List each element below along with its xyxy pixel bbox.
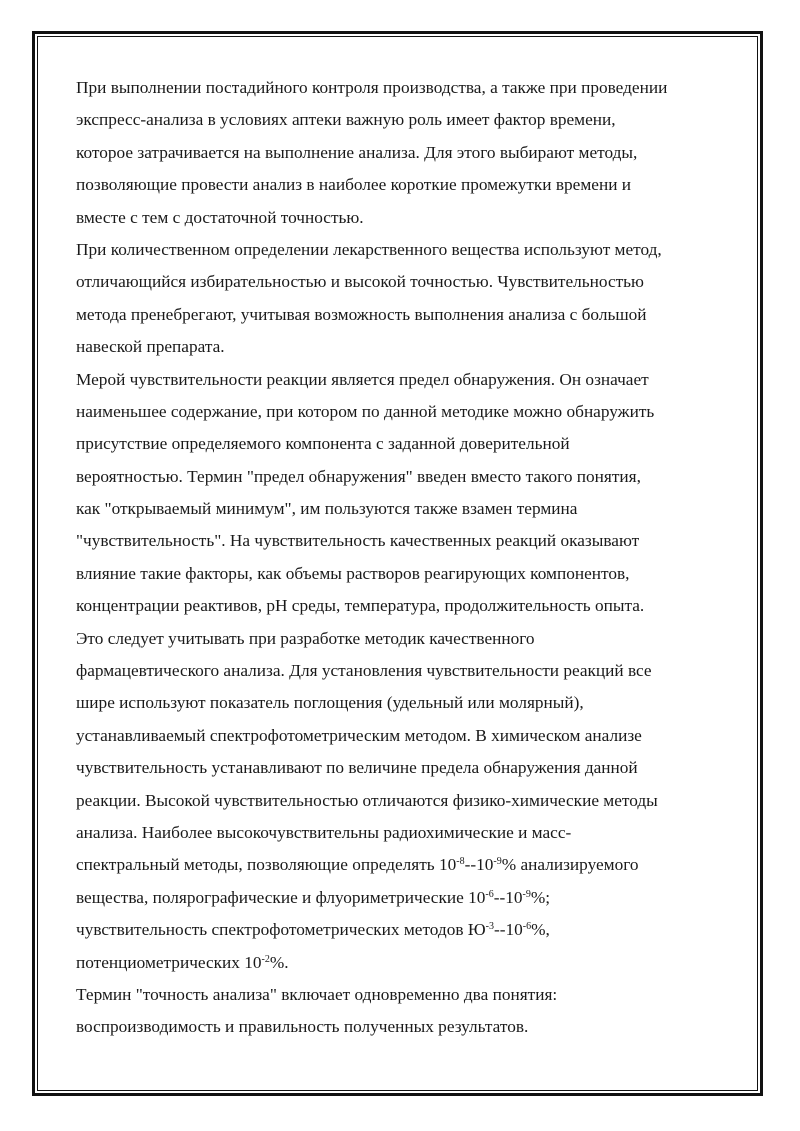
text-run: "чувствительность". На чувствительность качественных реакций оказывают	[76, 531, 640, 551]
text-run: влияние такие факторы, как объемы растворов реагирующих компонентов,	[76, 563, 630, 583]
text-line	[76, 947, 736, 979]
text-line	[76, 364, 736, 396]
text-run: устанавливаемый спектрофотометрическим методом. В химическом анализе	[76, 725, 642, 745]
text-line	[76, 234, 736, 266]
text-run: --10	[493, 887, 523, 907]
text-run: потенциометрических 10	[76, 952, 262, 972]
text-line	[76, 493, 736, 525]
text-run: Это следует учитывать при разработке методик качественного	[76, 628, 535, 648]
superscript-exponent: -8	[456, 856, 465, 868]
text-run: экспресс-анализа в условиях аптеки важную роль имеет фактор времени,	[76, 110, 616, 130]
text-run: воспроизводимость и правильность полученных результатов.	[76, 1017, 529, 1037]
superscript-exponent: -6	[485, 888, 494, 900]
text-line	[76, 979, 736, 1011]
text-run: При выполнении постадийного контроля производства, а также при проведении	[76, 78, 668, 97]
text-line	[76, 137, 736, 169]
text-run: концентрации реактивов, pH среды, температура, продолжительность опыта.	[76, 596, 645, 616]
text-run: позволяющие провести анализ в наиболее короткие промежутки времени и	[76, 175, 632, 195]
text-run: При количественном определении лекарственного вещества используют метод,	[76, 239, 662, 259]
text-line	[76, 590, 736, 622]
text-run: %;	[530, 887, 551, 907]
text-line	[76, 104, 736, 136]
text-run: %,	[531, 920, 550, 940]
text-run: анализа. Наиболее высокочувствительны радиохимические и масс-	[76, 822, 572, 842]
text-line	[76, 266, 736, 298]
text-run: вместе с тем с достаточной точностью.	[76, 207, 364, 227]
text-run: чувствительность устанавливают по величине предела обнаружения данной	[76, 758, 638, 778]
text-run: как "открываемый минимум", им пользуются также взамен термина	[76, 499, 578, 519]
text-line	[76, 785, 736, 817]
text-run: фармацевтического анализа. Для установления чувствительности реакций все	[76, 661, 652, 681]
text-line	[76, 525, 736, 557]
text-line	[76, 169, 736, 201]
document-text	[76, 72, 736, 1044]
text-run: %.	[269, 952, 289, 972]
text-run: метода пренебрегают, учитывая возможность выполнения анализа с большой	[76, 304, 647, 324]
text-run: присутствие определяемого компонента с заданной доверительной	[76, 434, 570, 454]
text-line	[76, 428, 736, 460]
text-line	[76, 396, 736, 428]
text-run: чувствительность спектрофотометрических методов Ю	[76, 920, 486, 940]
superscript-exponent: -3	[485, 921, 494, 933]
text-run: % анализируемого	[501, 855, 639, 875]
text-line	[76, 817, 736, 849]
text-run: Термин "точность анализа" включает одновременно два понятия:	[76, 984, 558, 1004]
text-run: --10	[493, 920, 523, 940]
text-run: реакции. Высокой чувствительностью отличаются физико-химические методы	[76, 790, 658, 810]
text-run: отличающийся избирательностью и высокой точностью. Чувствительностью	[76, 272, 644, 292]
text-line	[76, 461, 736, 493]
text-line	[76, 914, 736, 946]
text-line	[76, 202, 736, 234]
text-line	[76, 849, 736, 881]
text-line	[76, 720, 736, 752]
text-line	[76, 72, 736, 104]
text-line	[76, 752, 736, 784]
text-run: наименьшее содержание, при котором по данной методике можно обнаружить	[76, 401, 655, 421]
text-line	[76, 623, 736, 655]
text-run: шире используют показатель поглощения (удельный или молярный),	[76, 693, 584, 713]
text-run: вероятностью. Термин "предел обнаружения" введен вместо такого понятия,	[76, 466, 641, 486]
text-run: спектральный методы, позволяющие определять 10	[76, 855, 457, 875]
superscript-exponent: -2	[261, 953, 270, 965]
text-line	[76, 882, 736, 914]
text-run: навеской препарата.	[76, 337, 225, 357]
text-run: вещества, полярографические и флуориметрические 10	[76, 887, 486, 907]
text-line	[76, 299, 736, 331]
text-run: Мерой чувствительности реакции является предел обнаружения. Он означает	[76, 369, 649, 389]
text-line	[76, 558, 736, 590]
superscript-exponent: -9	[493, 856, 502, 868]
text-line	[76, 331, 736, 363]
superscript-exponent: -6	[522, 921, 532, 933]
text-line	[76, 687, 736, 719]
superscript-exponent: -9	[522, 888, 531, 900]
text-run: --10	[464, 855, 494, 875]
text-run: которое затрачивается на выполнение анализа. Для этого выбирают методы,	[76, 142, 638, 162]
text-line	[76, 1011, 736, 1043]
text-line	[76, 655, 736, 687]
